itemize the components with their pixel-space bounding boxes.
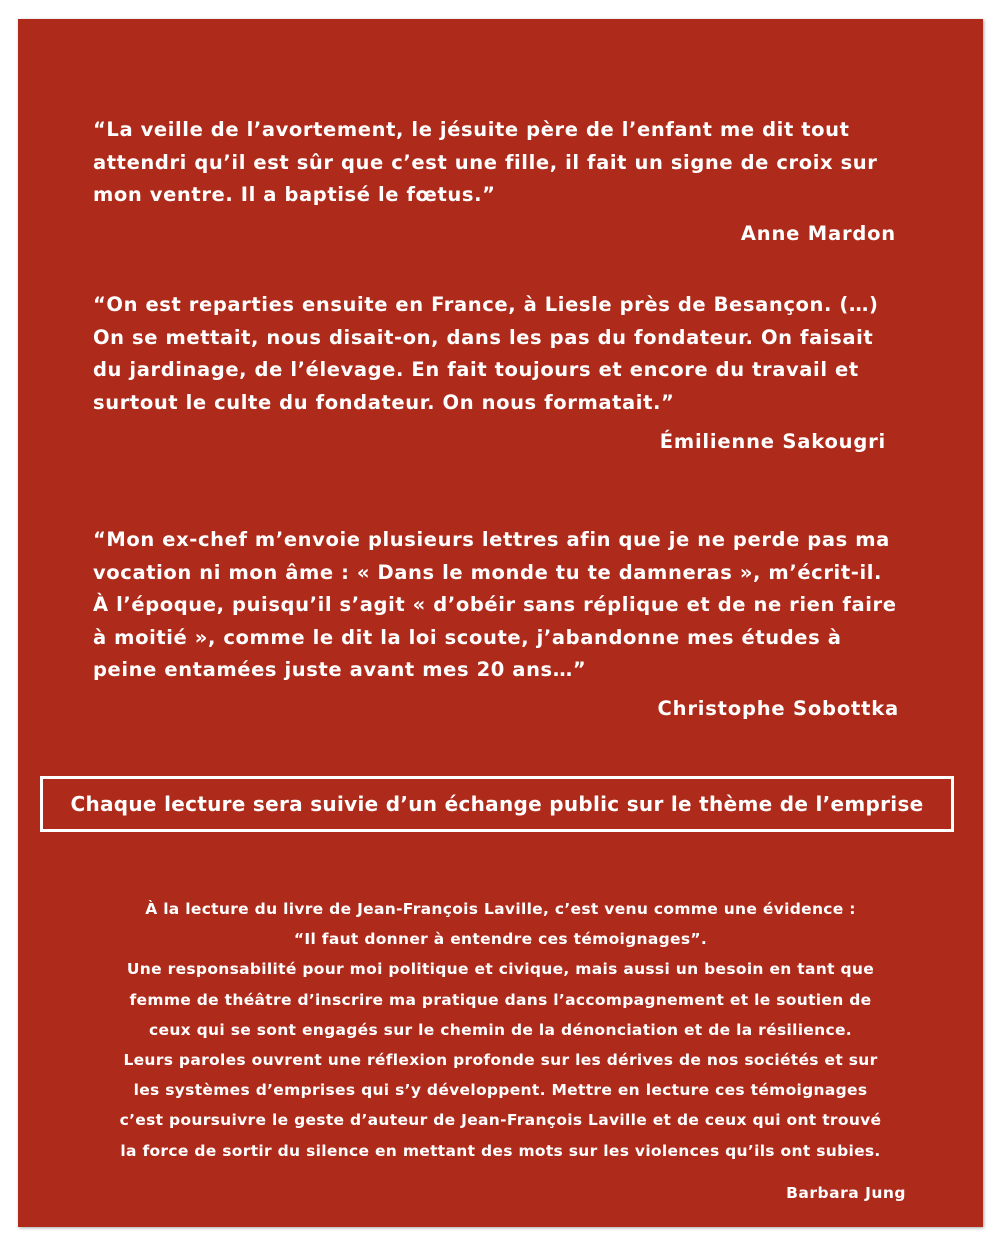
statement-line: Leurs paroles ouvrent une réflexion profonde sur les dérives de nos sociétés et sur [123,1051,878,1070]
announcement-box [40,776,954,832]
red-panel [18,19,983,1227]
announcement-text: Chaque lecture sera suivie d’un échange public sur le thème de l’emprise [70,792,924,816]
quote-author: Émilienne Sakougri [659,430,886,453]
quote-text: “Mon ex-chef m’envoie plusieurs lettres afin que je ne perde pas ma vocation ni mon âme : « Dans le monde tu te damneras », m’écrit-il. À l’époque, puisqu’il s’agit « d’obéir sans réplique et de ne rien faire à moitié », comme le dit la loi scoute, j’abandonne mes études à peine entamées juste avant mes 20 ans…” [93,528,897,681]
statement-line: femme de théâtre d’inscrire ma pratique dans l’accompagnement et le soutien de [129,990,872,1009]
statement-line: ceux qui se sont engagés sur le chemin de la dénonciation et de la résilience. [149,1020,852,1039]
statement-line: les systèmes d’emprises qui s’y développent. Mettre en lecture ces témoignages [133,1081,868,1100]
statement-line: “Il faut donner à entendre ces témoignages”. [293,930,708,949]
statement-line: Une responsabilité pour moi politique et civique, mais aussi un besoin en tant que [126,960,875,979]
statement-signature: Barbara Jung [786,1184,906,1202]
director-statement [73,894,928,1166]
statement-line: À la lecture du livre de Jean-François Laville, c’est venu comme une évidence : [145,900,856,918]
statement-line: la force de sortir du silence en mettant des mots sur les violences qu’ils ont subies. [120,1141,881,1160]
quote-text: “La veille de l’avortement, le jésuite père de l’enfant me dit tout attendri qu’il est sûr que c’est une fille, il fait un signe de croix sur mon ventre. Il a baptisé le fœtus.” [93,118,878,206]
quote-text: “On est reparties ensuite en France, à Liesle près de Besançon. (…) On se mettait, nous disait-on, dans les pas du fondateur. On faisait du jardinage, de l’élevage. En fait toujours et encore du travail et surtout le culte du fondateur. On nous formatait.” [93,293,879,414]
statement-line: c’est poursuivre le geste d’auteur de Jean-François Laville et de ceux qui ont trouvé [119,1111,882,1130]
quote-author: Christophe Sobottka [657,697,899,720]
quote-author: Anne Mardon [740,222,896,245]
